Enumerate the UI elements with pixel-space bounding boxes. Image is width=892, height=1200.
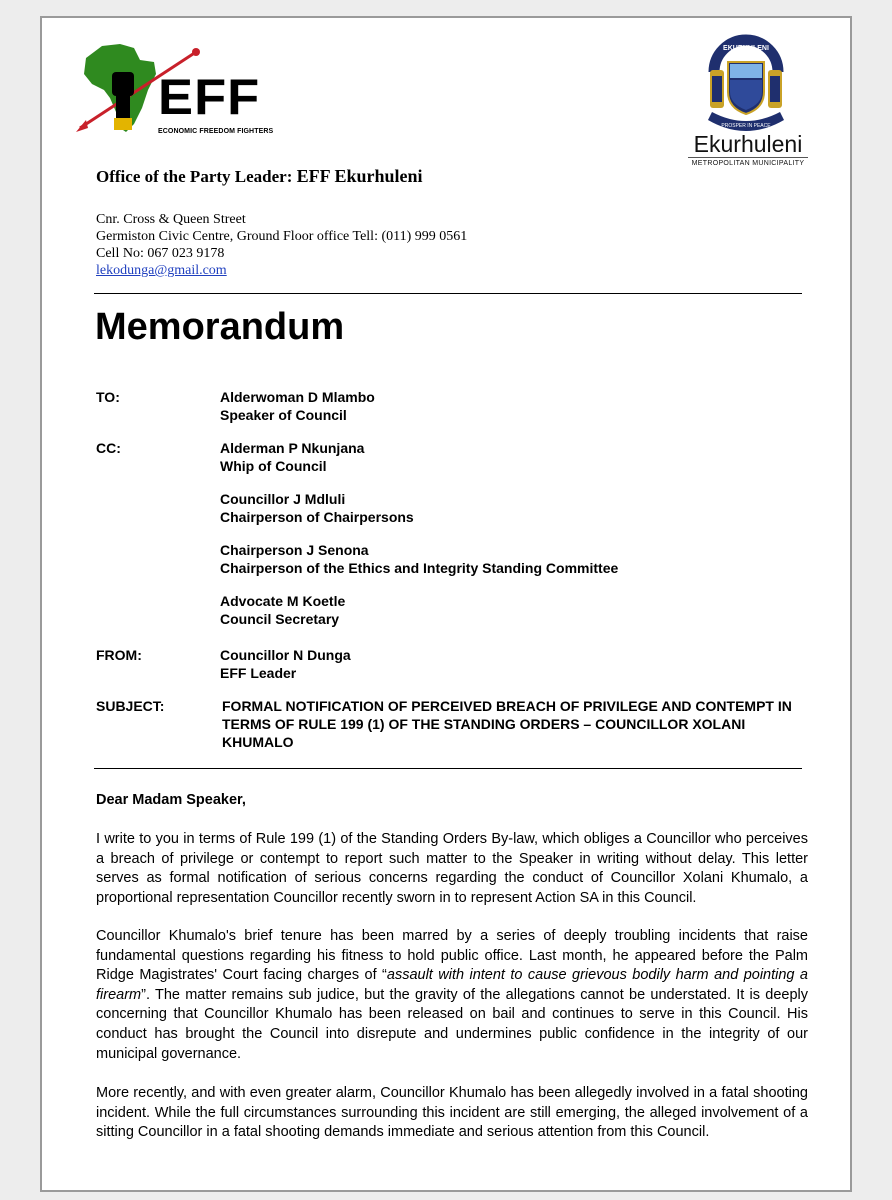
eff-logo-subtitle: ECONOMIC FREEDOM FIGHTERS [158, 128, 274, 135]
cc-role: Council Secretary [220, 611, 340, 627]
to-block [220, 388, 375, 424]
ekurhuleni-name: Ekurhuleni [693, 131, 803, 157]
ekurhuleni-crest [700, 30, 792, 142]
cc-recipient [220, 490, 414, 526]
crest-icon [700, 30, 792, 142]
cc-label: CC: [96, 440, 121, 456]
address-line-3: Cell No: 067 023 9178 [96, 246, 225, 261]
eff-logo [76, 38, 274, 140]
cc-recipient [220, 541, 618, 577]
office-party: EFF Ekurhuleni [296, 166, 423, 186]
eff-logo-letters: EFF [158, 69, 261, 125]
salutation: Dear Madam Speaker, [96, 792, 246, 808]
email-link[interactable]: lekodunga@gmail.com [96, 263, 227, 278]
body-paragraph-2 [96, 927, 808, 1064]
header-divider [94, 293, 802, 294]
cc-recipient [220, 439, 364, 475]
cc-name: Advocate M Koetle [220, 593, 346, 609]
to-name: Alderwoman D Mlambo [220, 389, 375, 405]
paragraph-2-text-b: ”. The matter remains sub judice, but the gravity of the allegations cannot be understated. It is deeply concerning that Councillor Khumalo has been released on bail and continues to serve in this Council. His conduct has brought the Council into disrepute and undermines public confidence in the integrity of our municipal governance. [96, 986, 808, 1062]
body-paragraph-1: I write to you in terms of Rule 199 (1) of the Standing Orders By-law, which obliges a Councillor who perceives a breach of privilege or contempt to report such matter to the Speaker in writing without delay. This letter serves as formal notification of serious concerns regarding the conduct of Councillor Xolani Khumalo, a proportional representation Councillor recently sworn in to represent Action SA in this Council. [96, 831, 808, 906]
address-line-1: Cnr. Cross & Queen Street [96, 212, 246, 227]
subject-text: FORMAL NOTIFICATION OF PERCEIVED BREACH OF PRIVILEGE AND CONTEMPT IN TERMS OF RULE 199 (1) OF THE STANDING ORDERS – COUNCILLOR XOLANI KHUMALO [222, 698, 792, 750]
crest-motto-top: EKURHULENI [723, 45, 769, 52]
subject-label: SUBJECT: [96, 698, 165, 714]
from-block [220, 646, 351, 682]
address-line-2: Germiston Civic Centre, Ground Floor office Tell: (011) 999 0561 [96, 229, 468, 244]
ekurhuleni-divider [688, 157, 808, 158]
memo-title: Memorandum [95, 306, 345, 348]
cc-name: Councillor J Mdluli [220, 491, 346, 507]
crest-motto-bottom: PROSPER IN PEACE [721, 123, 771, 129]
from-role: EFF Leader [220, 665, 297, 681]
office-heading [96, 166, 423, 187]
to-label: TO: [96, 389, 120, 405]
from-name: Councillor N Dunga [220, 647, 351, 663]
paragraph-2-italic-charges: assault with intent to cause grievous bodily harm and pointing a firearm [96, 967, 808, 1003]
subject-divider [94, 768, 802, 769]
from-label: FROM: [96, 647, 142, 663]
body-paragraph-3: More recently, and with even greater alarm, Councillor Khumalo has been allegedly involved in a fatal shooting incident. While the full circumstances surrounding this incident are still emerging, the alleged involvement of a sitting Councillor in a fatal shooting demands immediate and serious attention from this Council. [96, 1085, 808, 1141]
cc-name: Chairperson J Senona [220, 542, 369, 558]
paragraph-2-text-a: Councillor Khumalo's brief tenure has been marred by a series of deeply troubling incidents that raise fundamental questions regarding his fitness to hold public office. Last month, he appeared before the Palm Ridge Magistrates' Court facing charges of “ [96, 928, 808, 984]
cc-name: Alderman P Nkunjana [220, 440, 365, 456]
cc-role: Chairperson of Chairpersons [220, 509, 414, 525]
cc-role: Chairperson of the Ethics and Integrity Standing Committee [220, 560, 619, 576]
memorandum-page [40, 16, 852, 1192]
to-role: Speaker of Council [220, 407, 347, 423]
ekurhuleni-subtitle: METROPOLITAN MUNICIPALITY [691, 160, 805, 167]
cc-role: Whip of Council [220, 458, 327, 474]
cc-recipient [220, 592, 345, 628]
office-prefix: Office of the Party Leader: [96, 167, 297, 186]
